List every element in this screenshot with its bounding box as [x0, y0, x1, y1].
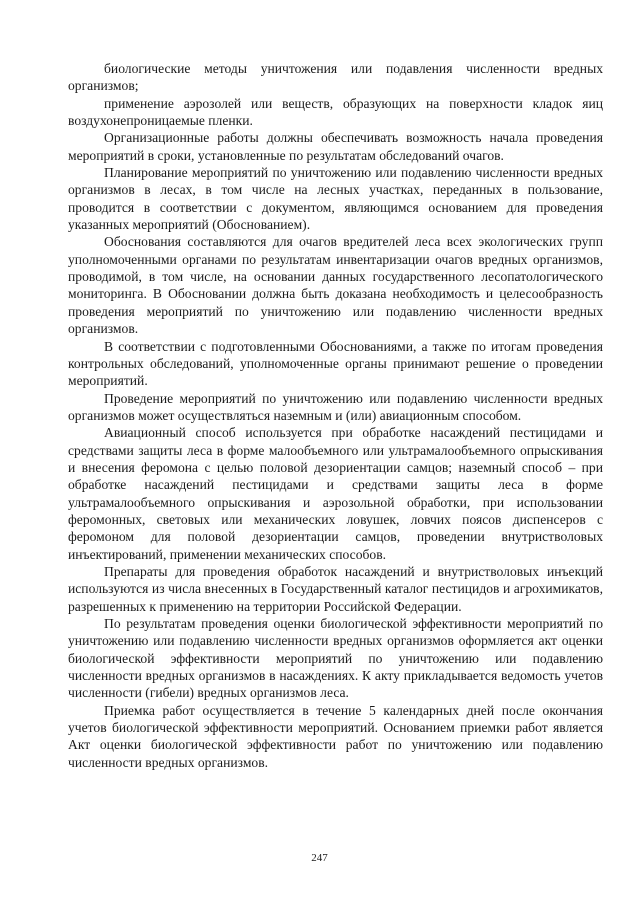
paragraph: Организационные работы должны обеспечивать возможность начала проведения мероприятий в сроки, установленные по результатам обследований очагов.	[68, 130, 603, 163]
paragraph: Обоснования составляются для очагов вредителей леса всех экологических групп уполномоченными органами по результатам инвентаризации очагов вредных организмов, проводимой, в том числе, на основании данных государственного лесопатологического мониторинга. В Обосновании должна быть доказана необходимость и целесообразность проведения мероприятий по уничтожению или подавлению численности вредных организмов.	[68, 234, 603, 337]
paragraph: Приемка работ осуществляется в течение 5 календарных дней после окончания учетов биологической эффективности мероприятий. Основанием приемки работ является Акт оценки биологической эффективности работ по уничтожению или подавлению численности вредных организмов.	[68, 702, 603, 770]
page-number: 247	[311, 852, 328, 864]
body-text	[68, 60, 603, 771]
paragraph: Проведение мероприятий по уничтожению или подавлению численности вредных организмов может осуществляться наземным и (или) авиационным способом.	[68, 390, 603, 423]
paragraph: применение аэрозолей или веществ, образующих на поверхности кладок яиц воздухонепроницаемые пленки.	[68, 95, 603, 129]
paragraph: Планирование мероприятий по уничтожению или подавлению численности вредных организмов в лесах, в том числе на лесных участках, переданных в пользование, проводится в соответствии с документом, являющимся основанием для проведения указанных мероприятий (Обоснованием).	[68, 165, 603, 233]
paragraph: Препараты для проведения обработок насаждений и внутристволовых инъекций используются из числа внесенных в Государственный каталог пестицидов и агрохимикатов, разрешенных к применению на территории Российской Федерации.	[68, 563, 603, 614]
paragraph: В соответствии с подготовленными Обоснованиями, а также по итогам проведения контрольных обследований, уполномоченные органы принимают решение о проведении мероприятий.	[68, 338, 603, 389]
paragraph: По результатам проведения оценки биологической эффективности мероприятий по уничтожению или подавлению численности вредных организмов оформляется акт оценки биологической эффективности мероприятий по уничтожению или подавлению численности вредных организмов в насаждениях. К акту прикладывается ведомость учетов численности (гибели) вредных организмов леса.	[68, 616, 603, 701]
paragraph: Авиационный способ используется при обработке насаждений пестицидами и средствами защиты леса в форме малообъемного или ультрамалообъемного опрыскивания и внесения феромона с целью половой дезориентации самцов; наземный способ – при обработке насаждений пестицидами и средствами защиты леса в форме ультрамалообъемного опрыскивания и аэрозольной обработки, при использовании феромонных, световых или механических ловушек, ловчих поясов диспенсеров с феромоном для половой дезориентации самцов, проведении внутристволовых инъектирований, применении механических способов.	[68, 425, 603, 562]
paragraph: биологические методы уничтожения или подавления численности вредных организмов;	[68, 61, 603, 94]
